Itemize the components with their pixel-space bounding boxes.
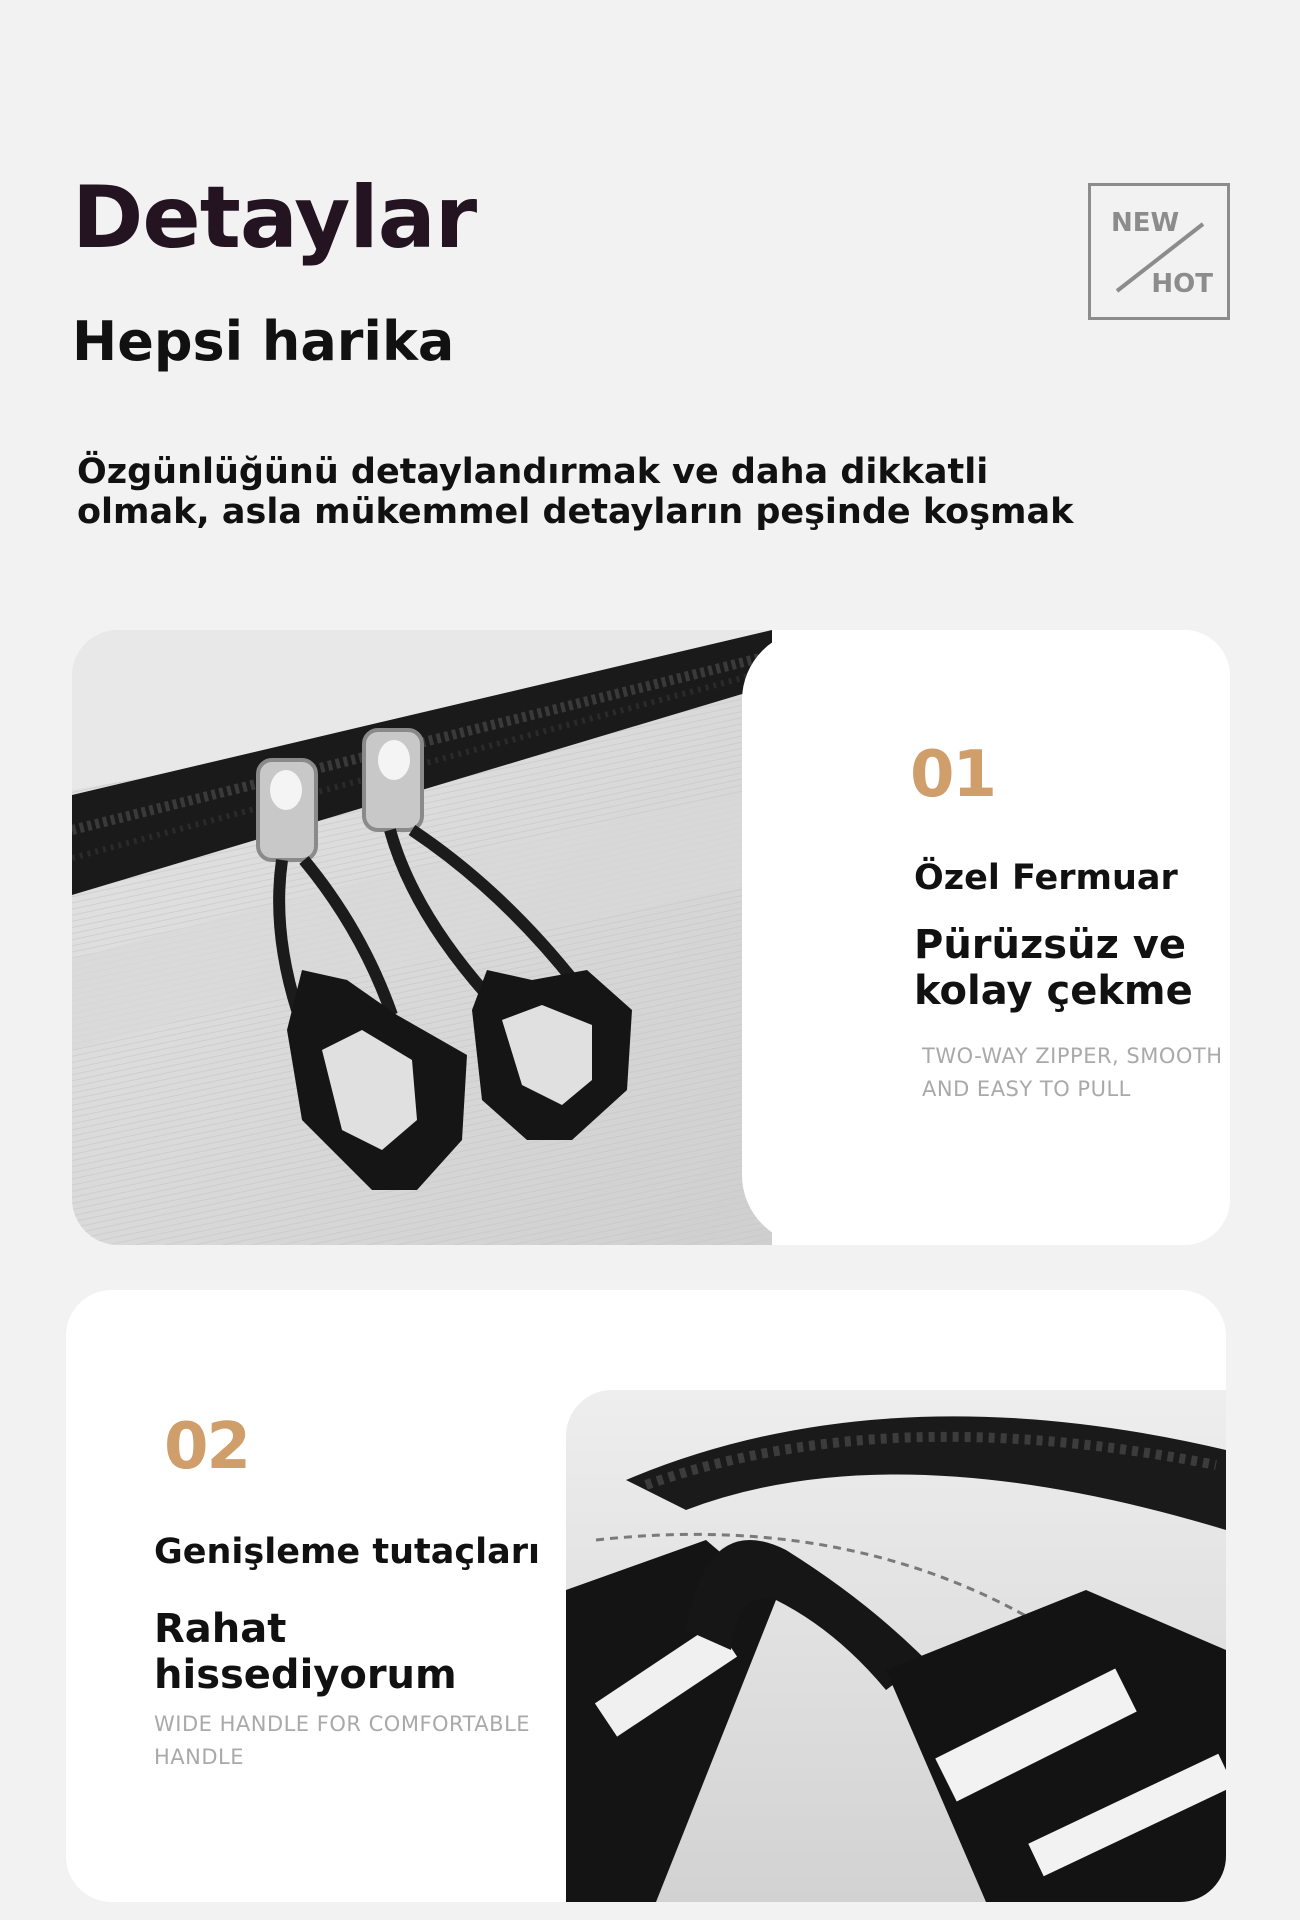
intro-text: Özgünlüğünü detaylandırmak ve daha dikkatli olmak, asla mükemmel detayların peşinde koşmak xyxy=(77,452,1074,532)
badge-new-label: NEW xyxy=(1111,208,1180,238)
new-hot-badge xyxy=(1088,183,1230,320)
handle-strap-photo xyxy=(566,1390,1226,1902)
feature-english-caption: WIDE HANDLE FOR COMFORTABLE HANDLE xyxy=(154,1712,531,1769)
feature-number: 01 xyxy=(910,738,996,812)
feature-headline: Rahat hissediyorum xyxy=(154,1606,457,1698)
feature-card-handle xyxy=(66,1290,1226,1902)
feature-card-zipper xyxy=(72,630,1230,1245)
feature-label: Genişleme tutaçları xyxy=(154,1532,540,1572)
zipper-pulls-photo xyxy=(72,630,772,1245)
badge-hot-label: HOT xyxy=(1151,269,1213,299)
page-subtitle: Hepsi harika xyxy=(72,310,455,373)
feature-english-caption: TWO-WAY ZIPPER, SMOOTH AND EASY TO PULL xyxy=(922,1044,1223,1101)
feature-headline: Pürüzsüz ve kolay çekme xyxy=(914,922,1193,1014)
page-title: Detaylar xyxy=(72,168,477,268)
feature-label: Özel Fermuar xyxy=(914,858,1178,898)
feature-text-panel xyxy=(742,630,1230,1245)
feature-number: 02 xyxy=(164,1410,250,1484)
